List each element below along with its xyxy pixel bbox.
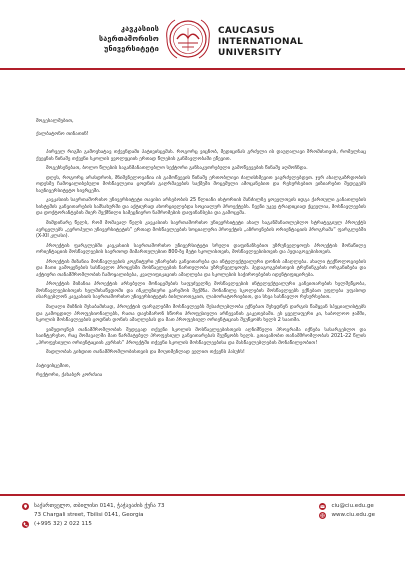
letter-closing: პატივისცემით, <box>36 362 71 369</box>
footer-contact-right <box>319 502 375 520</box>
footer-address-ka-row <box>22 502 164 511</box>
letter-greeting: მოგესალმებით, <box>36 118 74 124</box>
footer-phone-row <box>22 520 164 529</box>
footer-address-en-row <box>22 511 164 520</box>
logo-text-english <box>218 26 303 59</box>
location-pin-icon <box>22 503 29 510</box>
paragraph-9: მაღალი მიზნის შესაბამისად, პროექტის ფარგლებში მოსწავლეებს შესაძლებლობა ექნებათ შეხვდნენ დარგის წამყვან სპეციალისტებს და გამოცდილ პროფესიონალებს, რათა დაეხმარონ სწორი პროფესიული არჩევანის გაკეთებაში. ეს ყველაფერი კი, საბოლოო ჯამში, სკოლის მოსწავლეების ცოდნის დონის ამაღლებას და მათ პროფესიულ ორიენტაციას შეუწყობს ხელს 2 საათში. <box>36 304 366 324</box>
paragraph-2: მოგეხსენებათ, ბოლო წლების საგანმანათლებლო სექტორი განსაკუთრებული გამოწვევების წინაშე აღმოჩნდა. <box>46 165 308 172</box>
globe-icon <box>319 512 326 519</box>
footer-website-row <box>319 511 375 520</box>
footer-phone: (+995 32) 2 022 115 <box>34 521 92 527</box>
letterhead <box>0 0 405 90</box>
footer-email-row <box>319 502 375 511</box>
logo-ka-line-3: უნივერსიტეტი <box>104 44 159 53</box>
logo-ka-line-2: საერთაშორისო <box>98 34 159 43</box>
paragraph-3: დღეს, როგორც არასდროს, მნიშვნელოვანია ის გამოწვევის წინაშე ერთობლივი ძალისხმევით ვაგრძელებდეთ. ჯერ ახალგაზრდობის ოდესმე ჩამოყალიბებული მოსწავლეთა ცოდნის გაღრმავების საქმეში მოცემული ამოცანებით და რესურსებით ვიზიარებთ შედეგებს საუნივერსიტეტო სივრცეში. <box>36 174 366 194</box>
footer-divider <box>0 494 405 496</box>
letter-salutation: ქალბატონო თინათინ! <box>36 130 89 137</box>
paragraph-1: პირველ რიგში გამოვხატავ თქვენდამი პატივისცემას. როგორც ვიცნობ, მედიცინას გრძელი ის დაუღალავი შრომისთვის, რომელსაც ქვეყნის წინაშე თქვენი სკოლის ევოლუციის ერთად წლების განმავლობაში ეწევით. <box>36 149 366 162</box>
paragraph-6: პროექტის ფარგლებში კავკასიის საერთაშორისო უნივერსიტეტი სრული დაფინანსებით უზრუნველყოფს პროექტის მონაწილე ორიენტაციის მოსწავლეების საერთოდ მიმართულებით 800-ზე მეტი სკოლისთვის, მოსწავლეებისთვის და პედაგოგებისთვის. <box>36 242 366 256</box>
footer-address-ka: საქართველო, თბილისი 0141, ჭაჭავაძის ქუჩა 73 <box>34 503 165 509</box>
paragraph-8: პროექტის მიზანია პროექტის არსებული მონაცემების საფუძველზე მოსწავლეების ინტელექტუალური განვითარების ხელშეწყობა, მოსწავლეებისთვის ხელმისაწვდომი და ინკლუზიური გარემოს შექმნა. მონაწილე სკოლების მოსწავლეებს ექნებათ უფლება უფასოდ ისარგებლონ კავკასიის საერთაშორისო უნივერსიტეტის ბიბლიოთეკით, ლაბორატორიებით, და სხვა სასწავლო რესურსებით. <box>36 281 366 301</box>
footer-website[interactable]: www.ciu.edu.ge <box>331 512 375 518</box>
letter-body <box>36 118 366 379</box>
logo-en-line-2: INTERNATIONAL <box>218 37 304 47</box>
paragraph-10: ვიმედოვნებ თანამშრომლობის შედეგად თქვენი სკოლის მოსწავლეებისთვის აღნიშნული პროგრამა იქნება სასარგებლო და საინტერესო, რაც მომავალში მათ წარმატებულ პროფესიულ განვითარებას შეუწყობს ხელს. გთავაზობთ თანამშრომლობას 2021-22 წლის „პროფესიული ორიენტაციის კურსის“ პროექტში თქვენი სკოლის მოსწავლეებისა და მასწავლებლების მონაწილეობით! <box>36 326 366 346</box>
footer-email[interactable]: ciu@ciu.edu.ge <box>331 503 374 509</box>
paragraph-11: მადლობას გიხდით თანამშრომლობისთვის და მოუთმენლად ველით თქვენს პასუხს! <box>46 349 245 356</box>
logo-text-georgian <box>99 24 159 54</box>
phone-icon <box>22 521 29 528</box>
university-seal-icon <box>163 16 213 62</box>
letter-signature: რექტორი, ქახაბერ კორძაია <box>36 372 103 379</box>
footer-address-en: 73 Chargali street, Tbilisi 0141, Georgia <box>34 512 144 518</box>
paragraph-5: მიმდინარე წელს, რომ მომავალ წელს კავკასიის საერთაშორისო უნივერსიტეტი ახალ საგანმანათლებლო სტრატეგიულ პროექტს ავრცელებს „ევროპული უნივერსიტეტის“ ერთად მოსწავლეების სოციალური პროექტის „აზროვნების ორიენტაციის პროგრამა“ ფარგლებში (X-XII კლასი). <box>36 220 366 240</box>
footer-contact-left <box>22 502 164 529</box>
paragraph-7: პროექტის მიზანია მოსწავლეების კოგნიტური უნარების განვითარება და ინტელექტუალური დონის ამაღლება. ახალი ტექნოლოგიების და მათი გამოყენების სასწავლო პროცესში მოსწავლეების ჩართულობა უზრუნველყოფს. პედაგოგებისთვის ტრენინგების ორგანიზება და აქტიური თანამშრომლობის ჩამოყალიბება, კვალიფიკაციის ამაღლება და სკოლების საჭიროებების იდენტიფიცირება. <box>36 258 366 278</box>
logo-en-line-3: UNIVERSITY <box>218 48 282 58</box>
header-divider <box>0 68 405 70</box>
logo-ka-line-1: კავკასიის <box>120 24 159 33</box>
email-icon <box>319 503 326 510</box>
paragraph-4: კავკასიის საერთაშორისო უნივერსიტეტი თავისი არსებობის 25 წლიანი ისტორიის მანძილზე ყოველთვის იდგა ქართული განათლების სისტემის განვითარების სამსახურში და აქტიურად ახორციელებდა სოციალურ პროექტებს. ჩვენი უკვე ტრადიციად ქცეულია, მოსწავლეების და დოქტორანტების მიერ შექმნილი სამეცნიერო ნაშრომების დაფინანსება და გამოცემა. <box>36 197 366 217</box>
logo-en-line-1: CAUCASUS <box>218 26 275 36</box>
